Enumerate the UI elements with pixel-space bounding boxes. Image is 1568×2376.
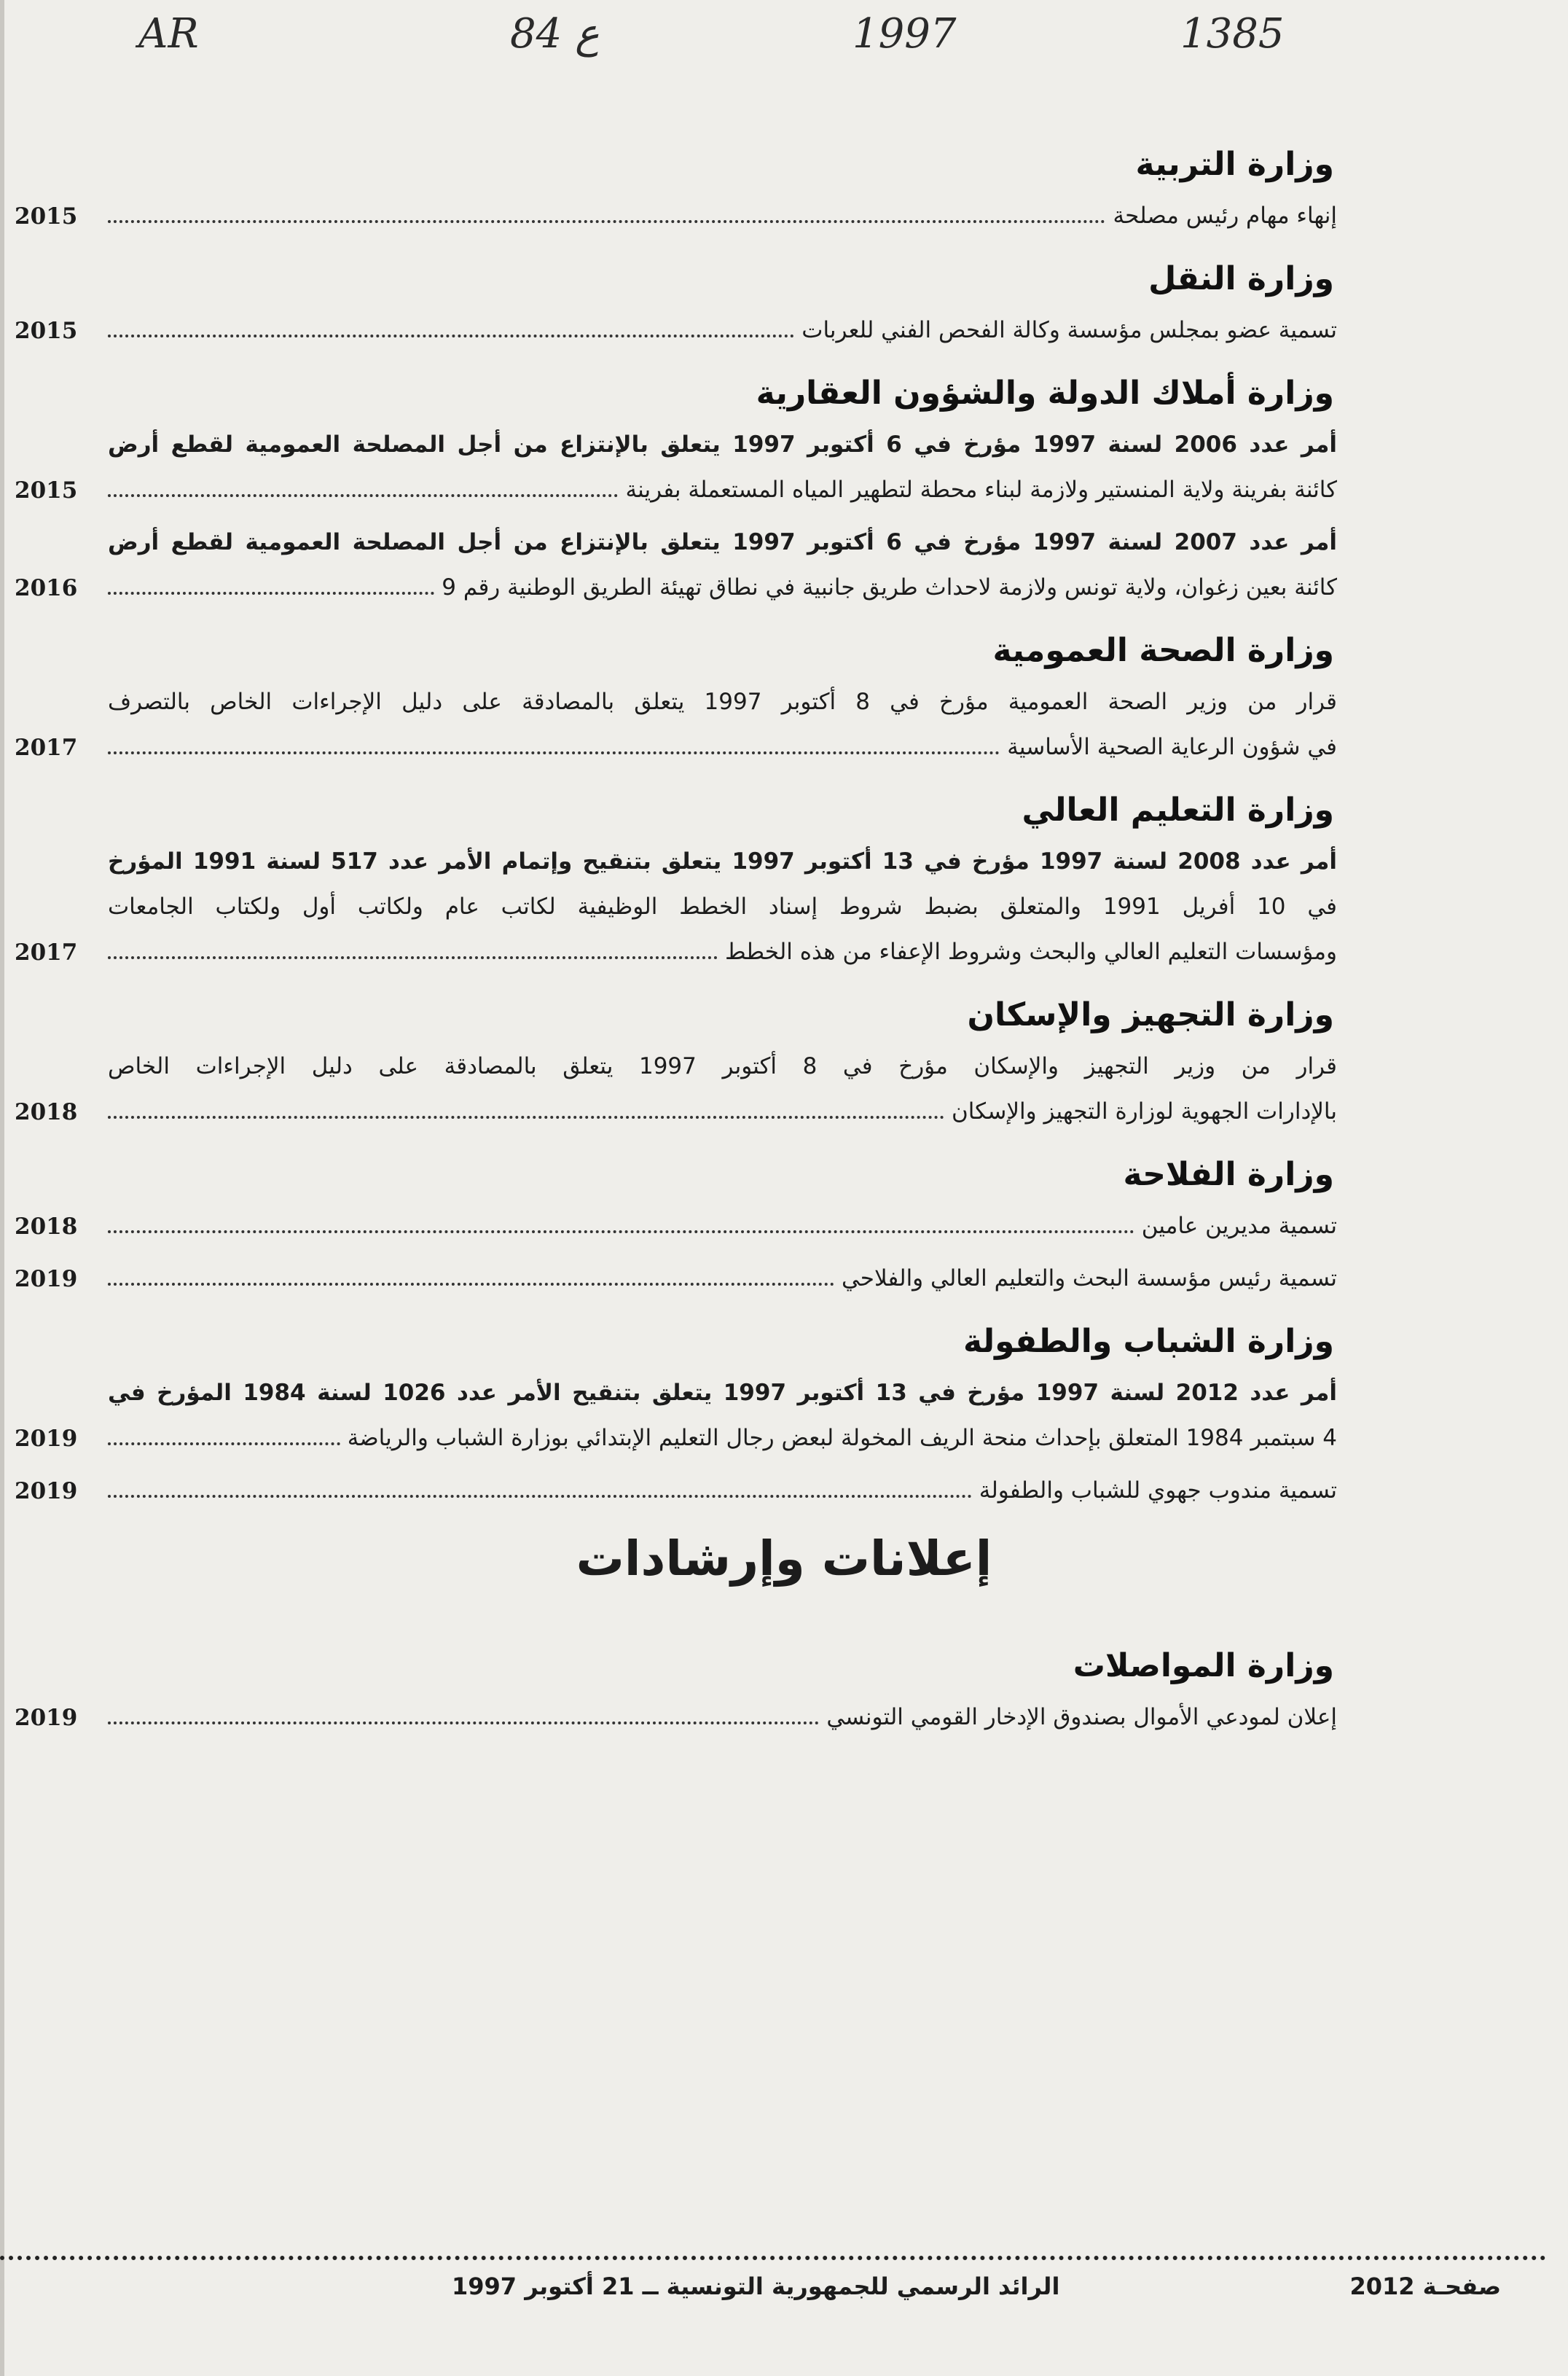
toc-entry[interactable] (15, 1468, 1337, 1513)
entry-text (95, 1695, 1337, 1740)
page-number: صفحـة 2012 (1349, 2273, 1501, 2300)
entry-line: 4 سبتمبر 1984 المتعلق بإحداث منحة الريف المخولة لبعض رجال التعليم الإبتدائي بوزارة الشباب والرياضة (347, 1425, 1337, 1451)
entry-line: قرار من وزير الصحة العمومية مؤرخ في 8 أكتوبر 1997 يتعلق بالمصادقة على دليل الإجراءات الخاص بالتصرف (108, 689, 1337, 715)
entry-line: إنهاء مهام رئيس مصلحة (1113, 203, 1337, 229)
entry-line: تسمية عضو بمجلس مؤسسة وكالة الفحص الفني للعربات (801, 317, 1337, 343)
entry-page-number: 2015 (15, 318, 78, 344)
entry-page-number: 2018 (15, 1099, 78, 1125)
dot-leader (108, 1442, 340, 1445)
entry-text (95, 1044, 1337, 1134)
section-heading: وزارة النقل (1148, 260, 1334, 297)
toc-entry[interactable] (15, 679, 1337, 770)
section-heading: وزارة أملاك الدولة والشؤون العقارية (756, 375, 1334, 412)
table-of-contents (15, 124, 1337, 1520)
toc-entry[interactable] (15, 839, 1337, 974)
handwritten-note-c: 1997 (852, 10, 957, 58)
section-heading: وزارة التجهيز والإسكان (967, 996, 1334, 1033)
dot-leader (108, 494, 618, 497)
dot-leader (108, 592, 434, 595)
entry-page-number: 2019 (15, 1705, 78, 1731)
toc-entry[interactable] (15, 1695, 1337, 1740)
entry-page-number: 2019 (15, 1266, 78, 1292)
entry-text (95, 422, 1337, 512)
dot-leader (108, 1722, 819, 1724)
entry-line: إعلان لمودعي الأموال بصندوق الإدخار القومي التونسي (826, 1704, 1337, 1730)
entry-page-number: 2015 (15, 203, 78, 230)
toc-entry[interactable] (15, 520, 1337, 610)
entry-line: قرار من وزير التجهيز والإسكان مؤرخ في 8 أكتوبر 1997 يتعلق بالمصادقة على دليل الإجراءات الخاص (108, 1053, 1337, 1079)
page-footer (0, 2273, 1568, 2316)
entry-page-number: 2016 (15, 575, 78, 601)
entry-text (95, 1370, 1337, 1461)
dot-leader (108, 1116, 944, 1119)
entry-text (95, 679, 1337, 770)
entry-line: ومؤسسات التعليم العالي والبحث وشروط الإعفاء من هذه الخطط (724, 939, 1337, 965)
entry-line: بالإدارات الجهوية لوزارة التجهيز والإسكان (952, 1098, 1337, 1125)
entry-text (95, 1203, 1337, 1248)
entry-line: تسمية مندوب جهوي للشباب والطفولة (979, 1477, 1337, 1504)
toc-entry[interactable] (15, 1370, 1337, 1461)
entry-page-number: 2019 (15, 1426, 78, 1452)
entry-text (95, 520, 1337, 610)
toc-entry[interactable] (15, 1203, 1337, 1248)
section-heading: وزارة الصحة العمومية (992, 632, 1334, 669)
dot-leader (108, 956, 718, 959)
entry-line: كائنة بعين زغوان، ولاية تونس ولازمة لاحداث طريق جانبية في نطاق تهيئة الطريق الوطنية رقم 9 (442, 574, 1337, 601)
dot-leader (108, 1230, 1134, 1233)
entry-line: في 10 أفريل 1991 والمتعلق بضبط شروط إسناد الخطط الوظيفية لكاتب عام ولكاتب أول ولكتاب الجامعات (108, 894, 1337, 920)
section-heading: وزارة المواصلات (1073, 1647, 1334, 1684)
section-heading: وزارة الشباب والطفولة (963, 1323, 1334, 1360)
toc-entry[interactable] (15, 1256, 1337, 1301)
dot-leader (108, 1283, 834, 1286)
entry-line: أمر عدد 2012 لسنة 1997 مؤرخ في 13 أكتوبر 1997 يتعلق بتنقيح الأمر عدد 1026 لسنة 1984 المؤرخ في (108, 1380, 1337, 1406)
entry-text (95, 839, 1337, 974)
page-binding-edge (0, 0, 4, 2376)
toc-entry[interactable] (15, 422, 1337, 512)
announcements-title: إعلانات وإرشادات (576, 1531, 992, 1587)
entry-page-number: 2015 (15, 477, 78, 504)
toc-entry[interactable] (15, 1044, 1337, 1134)
footer-divider (0, 2256, 1546, 2260)
entry-text (95, 1468, 1337, 1513)
section-heading: وزارة التربية (1135, 146, 1334, 183)
dot-leader (108, 751, 1000, 754)
entry-text (95, 1256, 1337, 1301)
entry-line: في شؤون الرعاية الصحية الأساسية (1007, 734, 1337, 760)
entry-page-number: 2018 (15, 1214, 78, 1240)
section-heading: وزارة الفلاحة (1123, 1156, 1334, 1193)
announcements-section (15, 1625, 1337, 1747)
handwritten-note-b: 84 ع (510, 10, 600, 58)
dot-leader (108, 1495, 972, 1498)
entry-line: أمر عدد 2007 لسنة 1997 مؤرخ في 6 أكتوبر 1997 يتعلق بالإنتزاع من أجل المصلحة العمومية لقطع أرض (108, 529, 1337, 555)
entry-page-number: 2017 (15, 939, 78, 966)
entry-page-number: 2019 (15, 1478, 78, 1504)
handwritten-note-a: AR (138, 10, 199, 58)
entry-line: أمر عدد 2006 لسنة 1997 مؤرخ في 6 أكتوبر 1997 يتعلق بالإنتزاع من أجل المصلحة العمومية لقطع أرض (108, 431, 1337, 458)
entry-line: تسمية رئيس مؤسسة البحث والتعليم العالي والفلاحي (841, 1265, 1337, 1291)
section-heading: وزارة التعليم العالي (1022, 792, 1334, 829)
entry-page-number: 2017 (15, 735, 78, 761)
dot-leader (108, 220, 1105, 223)
handwritten-note-d: 1385 (1180, 10, 1285, 58)
entry-text (95, 308, 1337, 353)
entry-line: كائنة بفرينة ولاية المنستير ولازمة لبناء محطة لتطهير المياه المستعملة بفرينة (625, 477, 1337, 503)
journal-title: الرائد الرسمي للجمهورية التونسية ــ 21 أكتوبر 1997 (452, 2273, 1060, 2300)
entry-line: أمر عدد 2008 لسنة 1997 مؤرخ في 13 أكتوبر 1997 يتعلق بتنقيح وإتمام الأمر عدد 517 لسنة 1991 المؤرخ (108, 848, 1337, 875)
dot-leader (108, 335, 794, 337)
toc-entry[interactable] (15, 193, 1337, 238)
entry-text (95, 193, 1337, 238)
toc-entry[interactable] (15, 308, 1337, 353)
entry-line: تسمية مديرين عامين (1141, 1213, 1337, 1239)
